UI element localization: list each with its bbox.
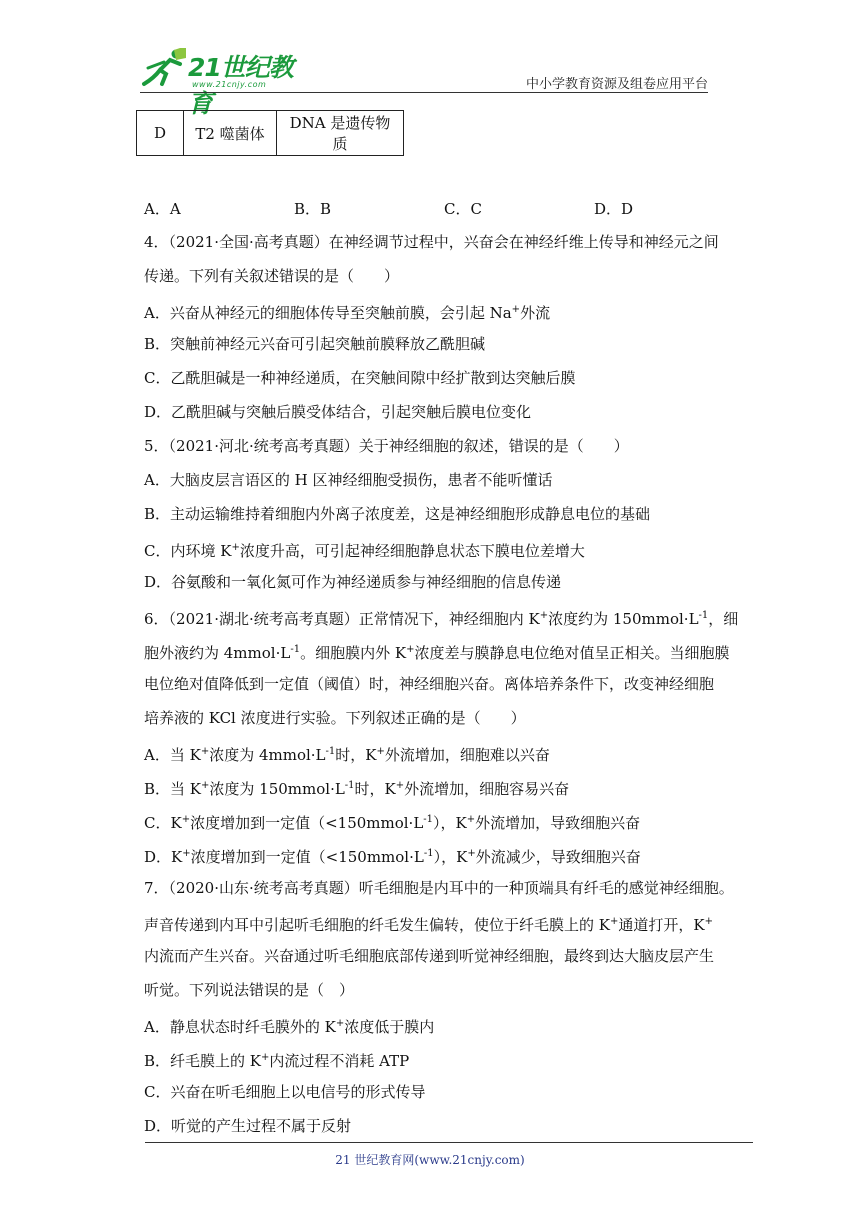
runner-logo-icon xyxy=(140,48,188,88)
q6-stem-line1: 6．（2021·湖北·统考高考真题）正常情况下，神经细胞内 K+浓度约为 $150mmol\cdot L^{-1}$，细 xyxy=(144,610,739,628)
options-table xyxy=(136,110,404,156)
q3-option-d: D．D xyxy=(594,200,634,218)
table-cell-conclusion: DNA 是遗传物质 xyxy=(277,111,404,156)
q6-option-b: B．当 K+浓度为 $150mmol\cdot L^{-1}$时，K+外流增加，细胞容易兴奋 xyxy=(144,780,570,798)
q7-option-c: C．兴奋在听毛细胞上以电信号的形式传导 xyxy=(144,1083,426,1101)
q3-option-c: C．C xyxy=(444,200,482,218)
q6-stem-line4: 培养液的 KCl 浓度进行实验。下列叙述正确的是（ ） xyxy=(144,709,526,727)
q6-option-d: D．K+浓度增加到一定值$(<150mmol\cdot L^{-1})$，K+外流减少，导致细胞兴奋 xyxy=(144,848,641,866)
q3-option-b: B．B xyxy=(294,200,332,218)
header-divider xyxy=(140,92,708,93)
q4-stem-line2: 传递。下列有关叙述错误的是（ ） xyxy=(144,267,400,285)
logo-url: www.21cnjy.com xyxy=(192,80,267,89)
q4-option-c: C．乙酰胆碱是一种神经递质，在突触间隙中经扩散到达突触后膜 xyxy=(144,369,576,387)
q4-option-d: D．乙酰胆碱与突触后膜受体结合，引起突触后膜电位变化 xyxy=(144,403,532,421)
footer-text: 21 世纪教育网(www.21cnjy.com) xyxy=(335,1153,525,1167)
q5-option-b: B．主动运输维持着细胞内外离子浓度差，这是神经细胞形成静息电位的基础 xyxy=(144,505,651,523)
q7-stem-line2: 声音传递到内耳中引起听毛细胞的纤毛发生偏转，使位于纤毛膜上的 K+通道打开，K+ xyxy=(144,916,713,934)
q4-option-a: A．兴奋从神经元的细胞体传导至突触前膜，会引起 Na+外流 xyxy=(144,304,551,322)
q6-option-c: C．K+浓度增加到一定值$(<150mmol\cdot L^{-1})$，K+外流增加，导致细胞兴奋 xyxy=(144,814,641,832)
q7-option-b: B．纤毛膜上的 K+内流过程不消耗 ATP xyxy=(144,1052,410,1070)
table-row xyxy=(137,111,404,156)
q7-stem-line1: 7．（2020·山东·统考高考真题）听毛细胞是内耳中的一种顶端具有纤毛的感觉神经细胞。 xyxy=(144,879,734,897)
q5-option-a: A．大脑皮层言语区的 H 区神经细胞受损伤，患者不能听懂话 xyxy=(144,471,553,489)
q7-option-a: A．静息状态时纤毛膜外的 K+浓度低于膜内 xyxy=(144,1018,435,1036)
site-logo xyxy=(140,46,315,118)
table-cell-letter: D xyxy=(137,111,184,156)
q6-stem-line2: 胞外液约为 $4mmol\cdot L^{-1}$。细胞膜内外 K+浓度差与膜静息电位绝对值呈正相关。当细胞膜 xyxy=(144,644,730,662)
q7-option-d: D．听觉的产生过程不属于反射 xyxy=(144,1117,352,1135)
q4-stem-line1: 4．（2021·全国·高考真题）在神经调节过程中，兴奋会在神经纤维上传导和神经元之间 xyxy=(144,233,719,251)
q7-stem-line3: 内流而产生兴奋。兴奋通过听毛细胞底部传递到听觉神经细胞，最终到达大脑皮层产生 xyxy=(144,947,715,965)
footer-divider xyxy=(145,1142,753,1143)
q5-option-d: D．谷氨酸和一氧化氮可作为神经递质参与神经细胞的信息传递 xyxy=(144,573,562,591)
q5-option-c: C．内环境 K+浓度升高，可引起神经细胞静息状态下膜电位差增大 xyxy=(144,542,585,560)
table-cell-organism: T2 噬菌体 xyxy=(184,111,277,156)
logo-wordmark: 21世纪教育 xyxy=(188,53,293,118)
q6-stem-line3: 电位绝对值降低到一定值（阈值）时，神经细胞兴奋。离体培养条件下，改变神经细胞 xyxy=(144,675,715,693)
q3-option-a: A．A xyxy=(144,200,181,218)
q5-stem: 5．（2021·河北·统考高考真题）关于神经细胞的叙述，错误的是（ ） xyxy=(144,437,629,455)
q6-option-a: A．当 K+浓度为 $4mmol\cdot L^{-1}$时，K+外流增加，细胞难以兴奋 xyxy=(144,746,550,764)
q4-option-b: B．突触前神经元兴奋可引起突触前膜释放乙酰胆碱 xyxy=(144,335,486,353)
header-tagline: 中小学教育资源及组卷应用平台 xyxy=(525,77,708,92)
q7-stem-line4: 听觉。下列说法错误的是（ ） xyxy=(144,981,355,999)
